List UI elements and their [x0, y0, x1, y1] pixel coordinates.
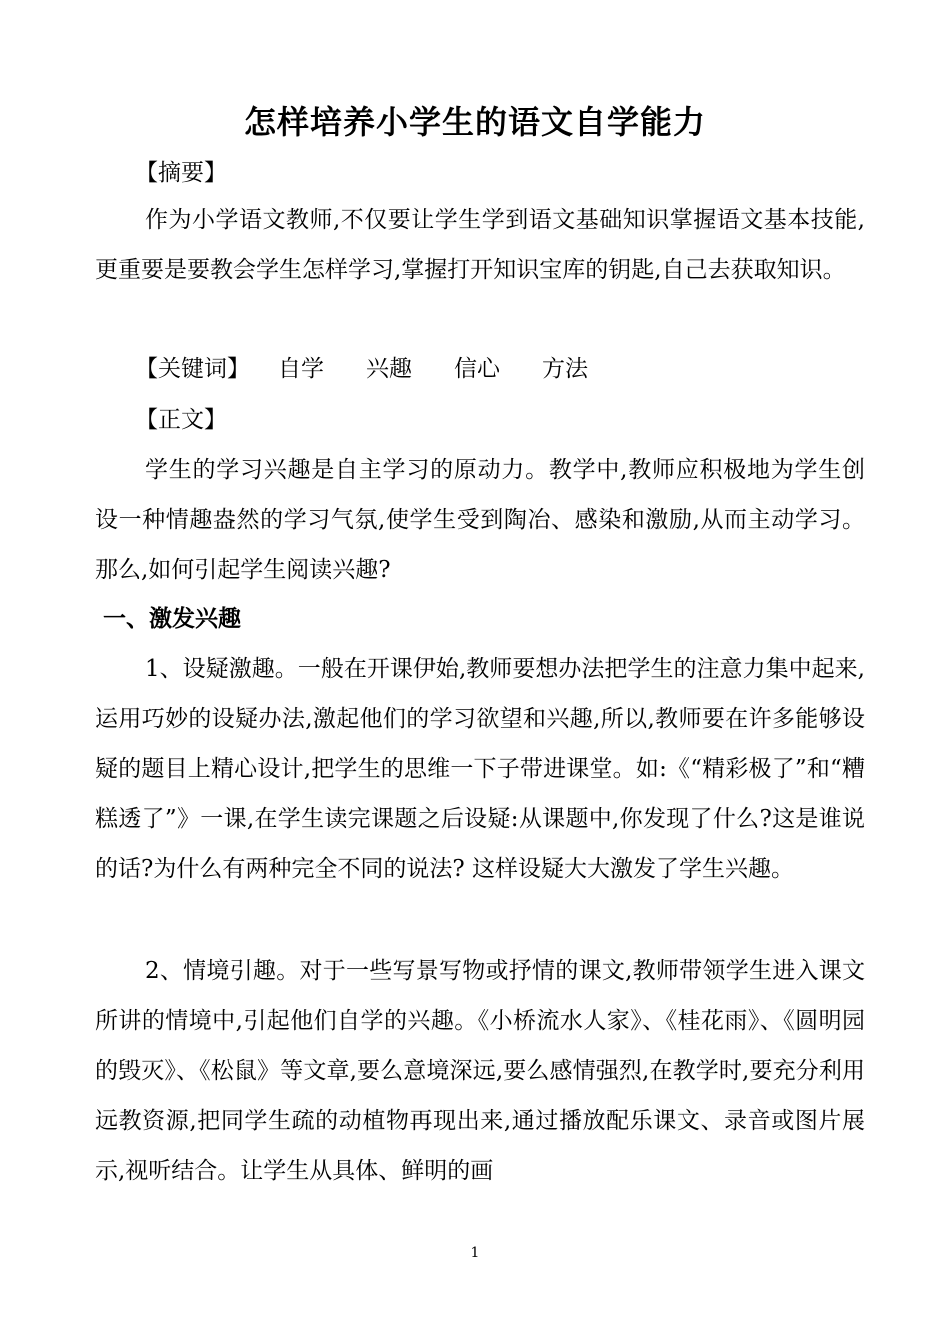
keyword: 信心: [454, 356, 500, 382]
page-number: 1: [470, 1245, 480, 1261]
document-title: 怎样培养小学生的语文自学能力: [243, 103, 706, 141]
abstract-paragraph: 作为小学语文教师,不仅要让学生学到语文基础知识掌握语文基本技能,更重要是要教会学生怎样学习,掌握打开知识宝库的钥匙,自己去获取知识。: [95, 207, 865, 283]
keyword: 方法: [542, 356, 588, 382]
keywords-row: [135, 352, 588, 386]
body-label: 【正文】: [135, 407, 227, 433]
keyword: 兴趣: [366, 356, 412, 382]
keyword: 自学: [278, 356, 324, 382]
section-heading: 一、激发兴趣: [103, 606, 241, 632]
abstract-label: 【摘要】: [135, 160, 227, 186]
keywords-label: 【关键词】: [135, 356, 250, 382]
body-paragraph: 2、情境引趣。对于一些写景写物或抒情的课文,教师带领学生进入课文所讲的情境中,引起他们自学的兴趣。《小桥流水人家》、《桂花雨》、《圆明园的毁灭》、《松鼠》等文章,要么意境深远,要么感情强烈,在教学时,要充分利用远教资源,把同学生疏的动植物再现出来,通过播放配乐课文、录音或图片展示,视听结合。让学生从具体、鲜明的画: [95, 958, 865, 1184]
intro-paragraph: 学生的学习兴趣是自主学习的原动力。教学中,教师应积极地为学生创设一种情趣盎然的学习气氛,使学生受到陶冶、感染和激励,从而主动学习。那么,如何引起学生阅读兴趣?: [95, 457, 865, 583]
body-paragraph: 1、设疑激趣。一般在开课伊始,教师要想办法把学生的注意力集中起来,运用巧妙的设疑办法,激起他们的学习欲望和兴趣,所以,教师要在许多能够设疑的题目上精心设计,把学生的思维一下子带进课堂。如:《“精彩极了”和“糟糕透了”》一课,在学生读完课题之后设疑:从课题中,你发现了什么?这是谁说的话?为什么有两种完全不同的说法? 这样设疑大大激发了学生兴趣。: [95, 656, 865, 882]
